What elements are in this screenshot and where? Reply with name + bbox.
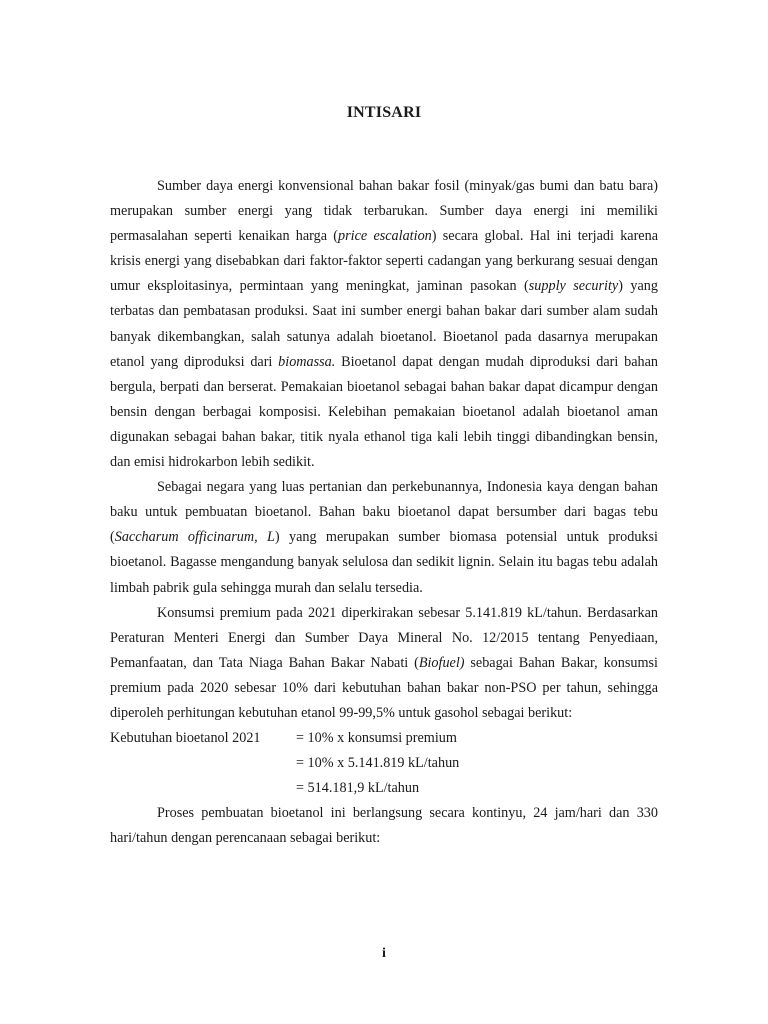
paragraph-indonesia bbox=[110, 475, 658, 600]
text-run: Sebagai negara yang luas pertanian dan perkebunannya, Indonesia kaya dengan bahan baku untuk pembuatan bioetanol. Bahan baku bioetanol dapat bersumber dari bagas tebu ( bbox=[110, 479, 658, 546]
italic-term: price escalation bbox=[338, 228, 432, 245]
text-run: ) yang terbatas dan pembatasan produksi. Saat ini sumber energi bahan bakar dari sumber alam sudah banyak dikembangkan, salah satunya adalah bioetanol. Bioetanol pada dasarnya merupakan etanol yang diproduksi dari bbox=[110, 278, 658, 370]
paragraph-energy bbox=[110, 174, 658, 475]
italic-term: Biofuel) bbox=[418, 654, 465, 671]
paragraph-consumption bbox=[110, 601, 658, 726]
calculation-line: = 514.181,9 kL/tahun bbox=[296, 780, 420, 797]
text-run: sebagai Bahan Bakar, konsumsi premium pada 2020 sebesar 10% dari kebutuhan bahan bakar non-PSO per tahun, sehingga diperoleh perhitungan kebutuhan etanol 99-99,5% untuk gasohol sebagai berikut: bbox=[110, 654, 658, 721]
page-title: INTISARI bbox=[346, 104, 422, 121]
text-run: Konsumsi premium pada 2021 diperkirakan sebesar 5.141.819 kL/tahun. Berdasarkan Peraturan Menteri Energi dan Sumber Daya Mineral No. 12/2015 tentang Penyediaan, Pemanfaatan, dan Tata Niaga Bahan Bakar Nabati ( bbox=[110, 604, 658, 671]
italic-term: biomassa. bbox=[278, 353, 336, 370]
text-run: ) secara global. Hal ini terjadi karena krisis energi yang disebabkan dari faktor-faktor seperti cadangan yang berkurang sesuai dengan umur eksploitasinya, permintaan yang meningkat, jaminan pasokan ( bbox=[110, 228, 658, 295]
text-run: Bioetanol dapat dengan mudah diproduksi dari bahan bergula, berpati dan berserat. Pemakaian bioetanol sebagai bahan bakar dapat dicampur dengan bensin dengan berbagai komposisi. Kelebihan pemakaian bioetanol adalah bioetanol aman digunakan sebagai bahan bakar, titik nyala ethanol tiga kali lebih tinggi dibandingkan bensin, dan emisi hidrokarbon lebih sedikit. bbox=[110, 353, 658, 471]
calculation-block bbox=[110, 726, 658, 801]
calculation-line: = 10% x 5.141.819 kL/tahun bbox=[296, 755, 460, 772]
calculation-line: = 10% x konsumsi premium bbox=[296, 730, 457, 747]
paragraph-process: Proses pembuatan bioetanol ini berlangsung secara kontinyu, 24 jam/hari dan 330 hari/tahun dengan perencanaan sebagai berikut: bbox=[110, 805, 658, 847]
text-run: Sumber daya energi konvensional bahan bakar fosil (minyak/gas bumi dan batu bara) merupakan sumber energi yang tidak terbarukan. Sumber daya energi ini memiliki permasalahan seperti kenaikan harga ( bbox=[110, 178, 658, 245]
calculation-spacer bbox=[110, 751, 296, 776]
text-run: ) yang merupakan sumber biomasa potensial untuk produksi bioetanol. Bagasse mengandung banyak selulosa dan sedikit lignin. Selain itu bagas tebu adalah limbah pabrik gula sehingga murah dan selalu tersedia. bbox=[110, 529, 658, 596]
italic-term: Saccharum officinarum, L bbox=[114, 529, 275, 546]
calculation-spacer bbox=[110, 776, 296, 801]
calculation-label: Kebutuhan bioetanol 2021 bbox=[110, 730, 261, 747]
abstract-body bbox=[110, 174, 658, 852]
page-number: i bbox=[382, 946, 386, 961]
calculation-row bbox=[110, 776, 658, 801]
calculation-row bbox=[110, 726, 658, 751]
italic-term: supply security bbox=[528, 278, 619, 295]
calculation-row bbox=[110, 751, 658, 776]
